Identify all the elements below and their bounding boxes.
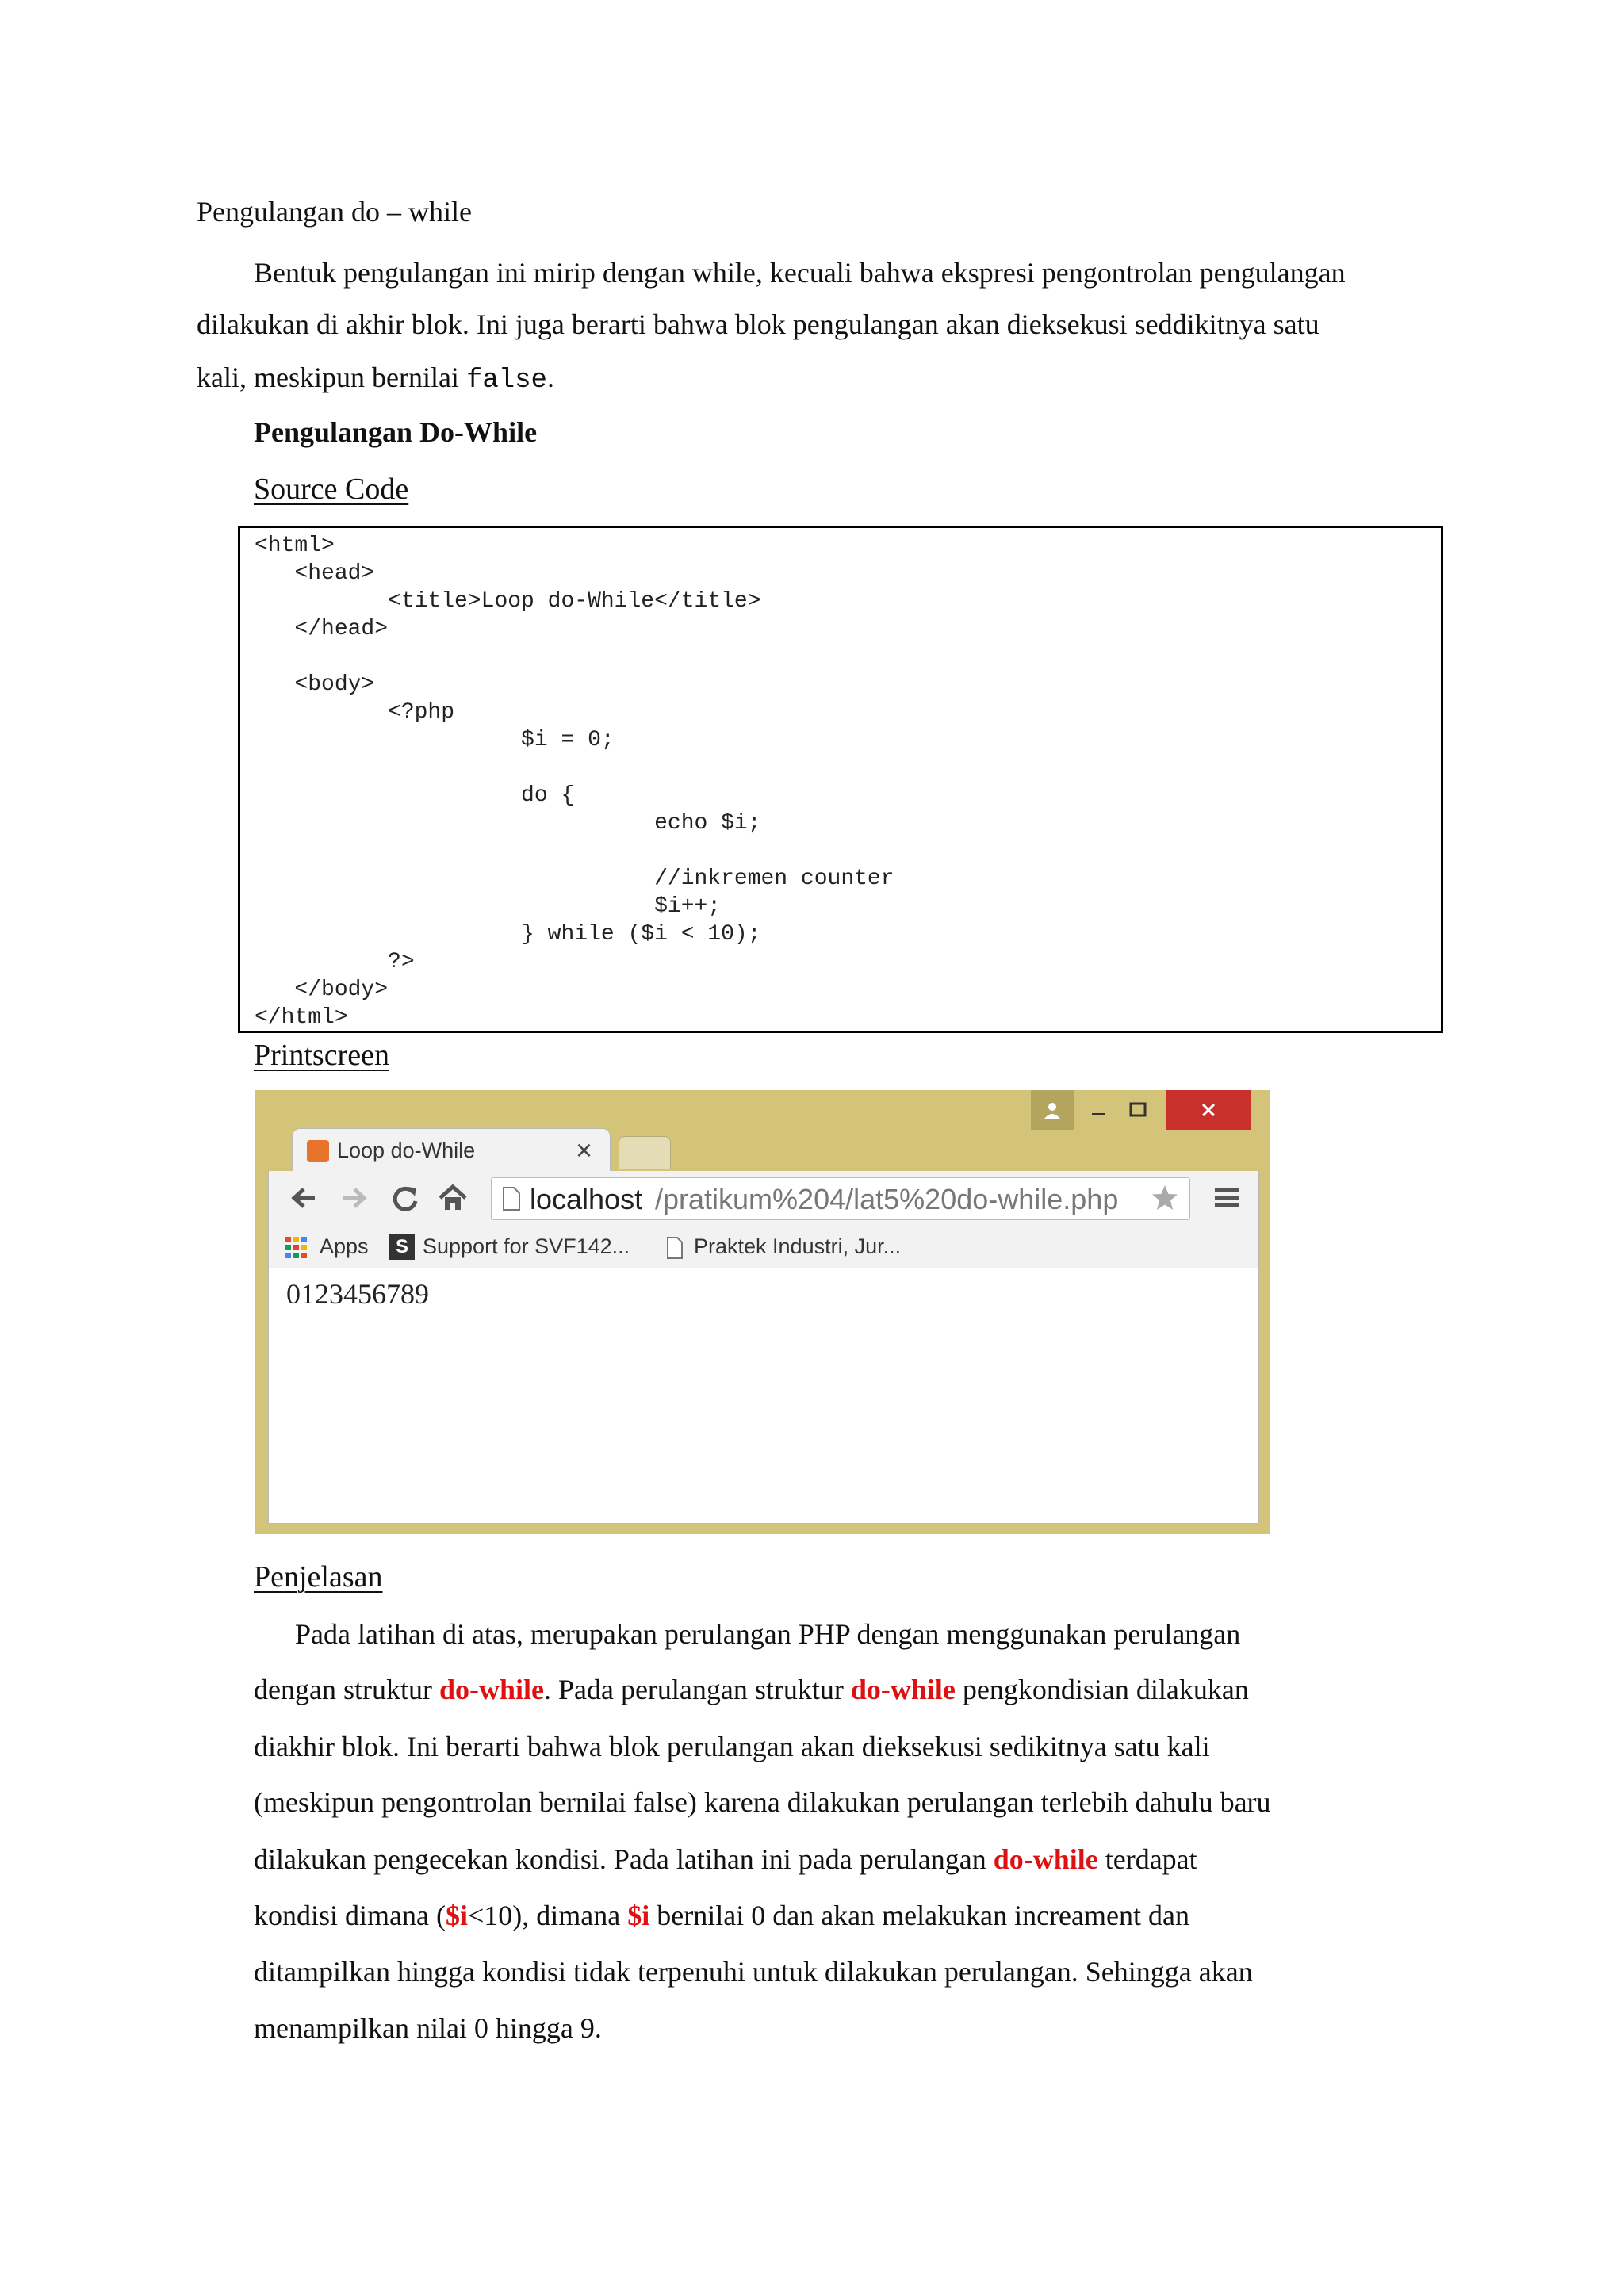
close-window-button[interactable] (1166, 1090, 1251, 1130)
variable-i: $i (627, 1900, 650, 1931)
intro-line-3 (197, 351, 554, 407)
browser-toolbar (268, 1171, 1259, 1226)
reload-icon[interactable] (389, 1182, 421, 1219)
apps-grid-icon (285, 1236, 308, 1264)
url-path: /pratikum%204/lat5%20do-while.php (655, 1183, 1119, 1215)
code-line: } while ($i < 10); (255, 922, 761, 947)
explanation-line-1: Pada latihan di atas, merupakan perulangan PHP dengan menggunakan perulangan (295, 1618, 1241, 1650)
bookmark-support-svf142[interactable]: Support for SVF142... (423, 1234, 630, 1258)
explanation-text: pengkondisian dilakukan (955, 1674, 1249, 1705)
page-viewport (268, 1268, 1259, 1524)
back-icon[interactable] (288, 1182, 320, 1219)
maximize-button[interactable] (1118, 1090, 1158, 1130)
page-icon (501, 1186, 522, 1215)
xampp-favicon-icon (307, 1140, 329, 1162)
penjelasan-label: Penjelasan (254, 1560, 383, 1594)
code-line: do { (255, 783, 575, 808)
code-line: ?> (255, 950, 415, 974)
code-line: <body> (255, 672, 375, 697)
code-line: </html> (255, 1005, 348, 1030)
explanation-line-7: ditampilkan hingga kondisi tidak terpenuhi untuk dilakukan perulangan. Sehingga akan (254, 1956, 1253, 1988)
explanation-line-2 (254, 1663, 1249, 1716)
intro-line-2: dilakukan di akhir blok. Ini juga berarti bahwa blok pengulangan akan dieksekusi seddikitnya satu (197, 308, 1320, 340)
tab-title: Loop do-While (337, 1138, 476, 1162)
explanation-text: terdapat (1097, 1843, 1197, 1875)
tab-close-icon[interactable]: × (575, 1134, 592, 1166)
bookmark-apps[interactable]: Apps (320, 1234, 369, 1258)
intro-line-3-end: . (546, 362, 554, 393)
printscreen-label: Printscreen (254, 1039, 389, 1072)
code-line: </head> (255, 617, 389, 641)
minimize-button[interactable] (1078, 1090, 1118, 1130)
browser-screenshot (255, 1090, 1270, 1534)
page-output: 0123456789 (286, 1278, 429, 1310)
explanation-text: kondisi dimana ( (254, 1900, 446, 1931)
page-icon (665, 1236, 684, 1264)
code-line: //inkremen counter (255, 867, 894, 891)
url-host: localhost (530, 1183, 643, 1215)
new-tab-button[interactable] (619, 1136, 671, 1169)
explanation-text: bernilai 0 dan akan melakukan increament dan (649, 1900, 1189, 1931)
code-line: <head> (255, 561, 375, 586)
code-line: echo $i; (255, 811, 761, 836)
keyword-do-while: do-while (439, 1674, 544, 1705)
explanation-text: dengan struktur (254, 1674, 439, 1705)
code-line: $i = 0; (255, 728, 615, 752)
tab-loop-do-while[interactable] (292, 1128, 611, 1172)
address-bar[interactable] (491, 1177, 1190, 1220)
explanation-line-6 (254, 1889, 1189, 1942)
menu-icon[interactable] (1212, 1184, 1241, 1218)
intro-line-3-text: kali, meskipun bernilai (197, 362, 466, 393)
explanation-text: <10), dimana (467, 1900, 628, 1931)
variable-i: $i (445, 1900, 468, 1931)
keyword-do-while: do-while (850, 1674, 956, 1705)
inline-code-false: false (465, 365, 547, 396)
code-box (238, 526, 1443, 1033)
forward-icon[interactable] (339, 1182, 370, 1219)
code-line: <title>Loop do-While</title> (255, 589, 761, 614)
star-icon[interactable] (1150, 1183, 1180, 1217)
intro-line-1: Bentuk pengulangan ini mirip dengan while, kecuali bahwa ekspresi pengontrolan pengulangan (254, 257, 1346, 289)
explanation-text: dilakukan pengecekan kondisi. Pada latihan ini pada perulangan (254, 1843, 994, 1875)
explanation-line-5 (254, 1833, 1197, 1885)
code-line: </body> (255, 978, 389, 1002)
code-line: <html> (255, 534, 335, 558)
explanation-text: . Pada perulangan struktur (543, 1674, 851, 1705)
explanation-line-3: diakhir blok. Ini berarti bahwa blok perulangan akan dieksekusi sedikitnya satu kali (254, 1731, 1210, 1762)
home-icon[interactable] (437, 1182, 469, 1219)
explanation-line-4: (meskipun pengontrolan bernilai false) karena dilakukan perulangan terlebih dahulu baru (254, 1786, 1271, 1818)
code-line: <?php (255, 700, 455, 725)
keyword-do-while: do-while (993, 1843, 1098, 1875)
explanation-line-8: menampilkan nilai 0 hingga 9. (254, 2012, 602, 2044)
bookmark-praktek-industri[interactable]: Praktek Industri, Jur... (694, 1234, 902, 1258)
subheading: Pengulangan Do-While (254, 416, 538, 448)
code-line: $i++; (255, 894, 722, 919)
user-icon[interactable] (1031, 1090, 1074, 1130)
bookmarks-bar (268, 1226, 1259, 1269)
section-heading: Pengulangan do – while (197, 196, 472, 228)
source-code-label: Source Code (254, 473, 409, 506)
sony-s-icon: S (389, 1234, 415, 1260)
